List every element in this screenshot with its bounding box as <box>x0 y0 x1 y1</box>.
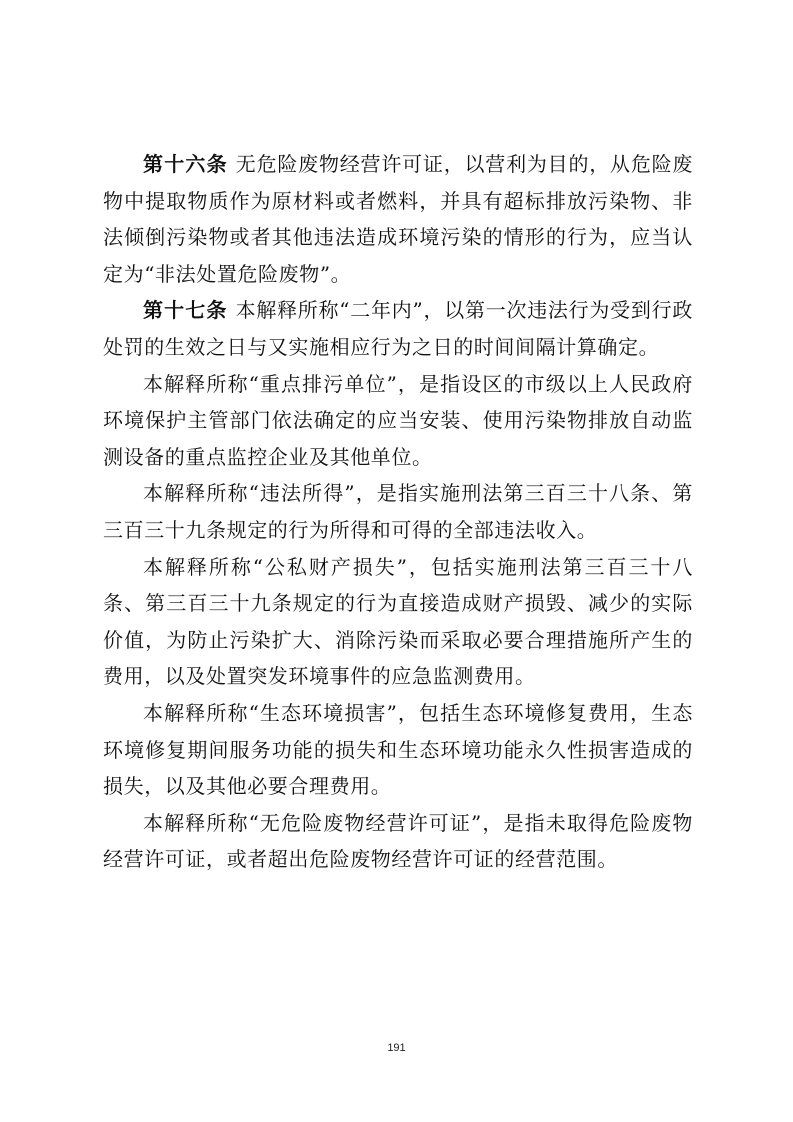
definition-eco-damage <box>103 695 693 805</box>
definition-no-license-text: 本解释所称“无危险废物经营许可证”，是指未取得危险废物经营许可证，或者超出危险废物经营许可证的经营范围。 <box>103 810 693 872</box>
article-16-text: 无危险废物经营许可证，以营利为目的，从危险废物中提取物质作为原材料或者燃料，并具有超标排放污染物、非法倾倒污染物或者其他违法造成环境污染的情形的行为，应当认定为“非法处置危险废物”。 <box>103 152 694 286</box>
definition-eco-damage-text: 本解释所称“生态环境损害”，包括生态环境修复费用，生态环境修复期间服务功能的损失和生态环境功能永久性损害造成的损失，以及其他必要合理费用。 <box>103 700 693 799</box>
definition-property-loss-text: 本解释所称“公私财产损失”，包括实施刑法第三百三十八条、第三百三十九条规定的行为直接造成财产损毁、减少的实际价值，为防止污染扩大、消除污染而采取必要合理措施所产生的费用，以及处置突发环境事件的应急监测费用。 <box>103 554 693 689</box>
article-17-heading: 第十七条 <box>143 298 228 323</box>
article-17-paragraph <box>103 292 693 365</box>
article-16-paragraph <box>103 146 693 292</box>
definition-property-loss <box>103 549 693 695</box>
article-17-text: 本解释所称“二年内”，以第一次违法行为受到行政处罚的生效之日与又实施相应行为之日的时间间隔计算确定。 <box>103 298 693 359</box>
body-text <box>103 146 693 878</box>
article-16-heading: 第十六条 <box>143 152 228 176</box>
definition-key-polluter-text: 本解释所称“重点排污单位”，是指设区的市级以上人民政府环境保护主管部门依法确定的应当安装、使用污染物排放自动监测设备的重点监控企业及其他单位。 <box>103 371 693 469</box>
definition-illegal-income <box>103 475 693 548</box>
definition-key-polluter <box>103 366 693 476</box>
definition-no-license <box>103 805 693 878</box>
definition-illegal-income-text: 本解释所称“违法所得”，是指实施刑法第三百三十八条、第三百三十九条规定的行为所得和可得的全部违法收入。 <box>103 481 693 542</box>
page-number: 191 <box>387 1042 406 1054</box>
